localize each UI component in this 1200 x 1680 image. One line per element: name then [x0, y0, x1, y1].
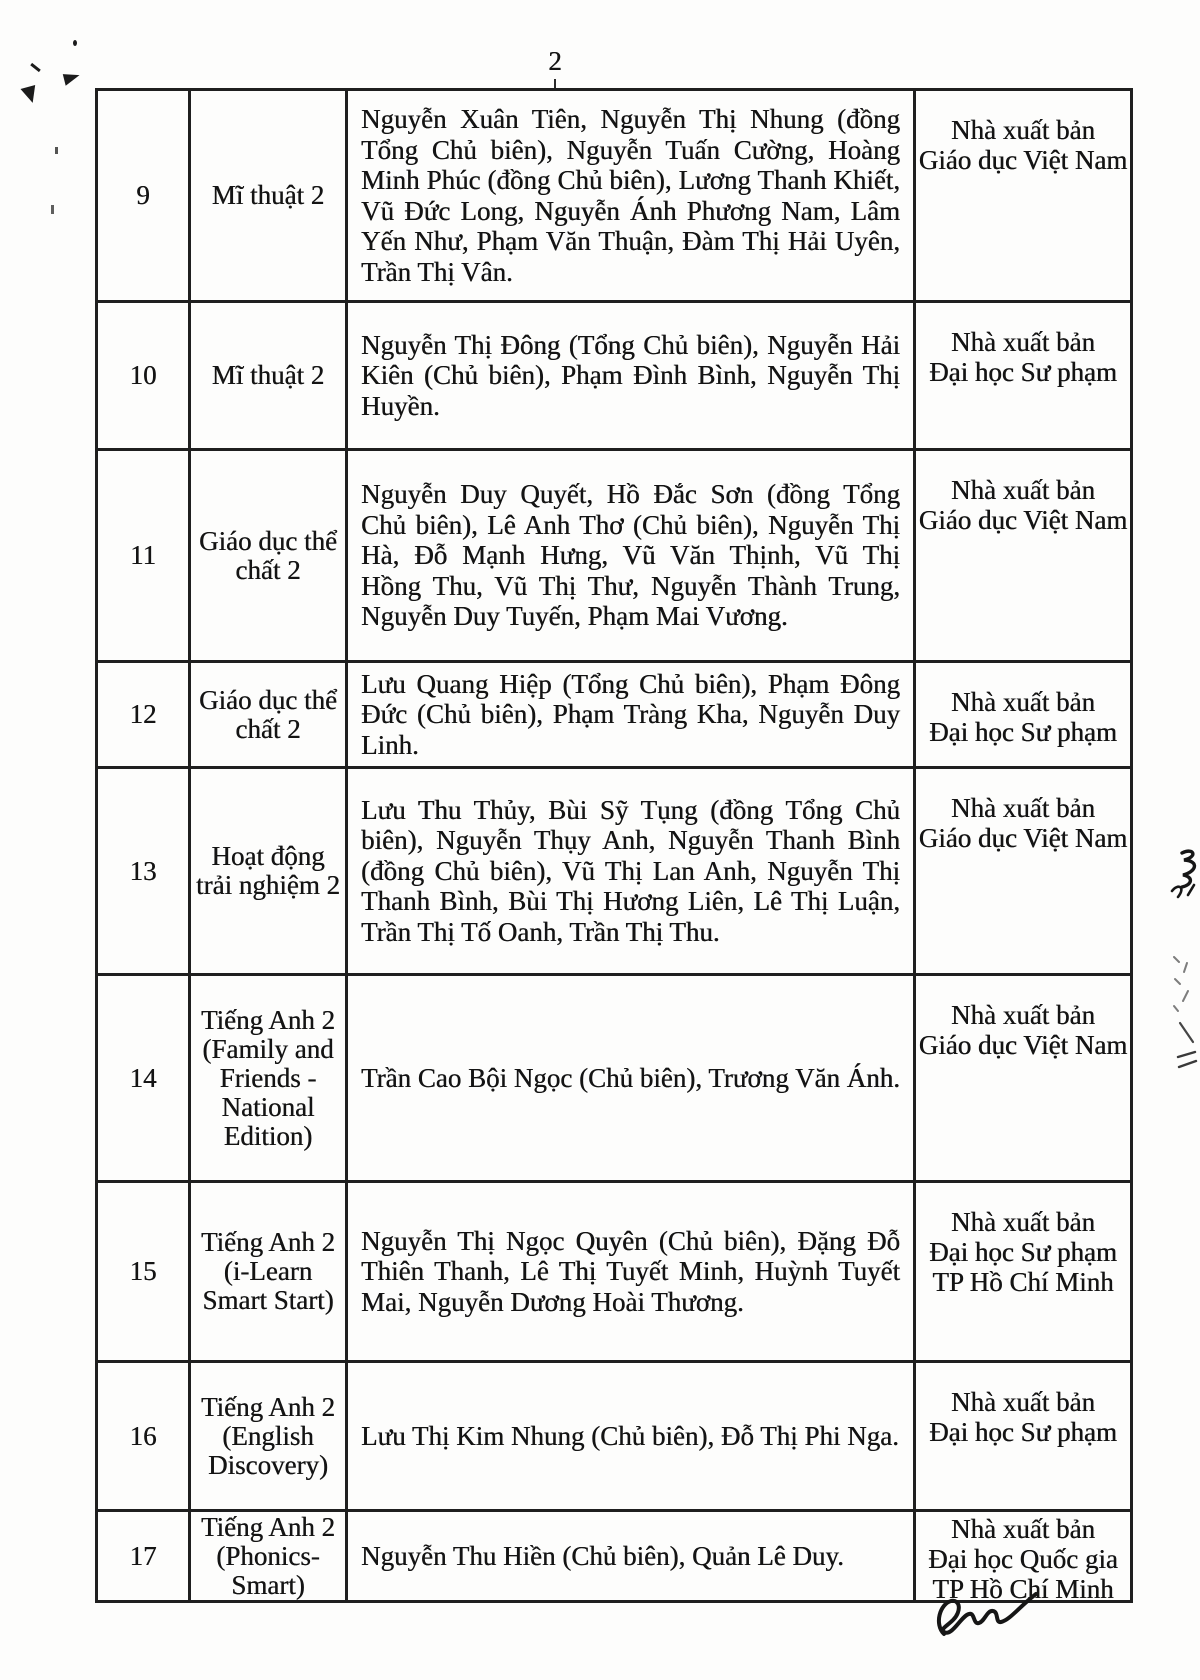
- subject-cell: [188, 91, 345, 300]
- publisher-cell: [913, 451, 1130, 660]
- row-number: 15: [129, 1256, 157, 1286]
- subject-cell: [188, 1363, 345, 1509]
- authors-cell: [345, 303, 913, 448]
- row-number-cell: [98, 1363, 188, 1509]
- ink-speck: [19, 83, 35, 103]
- subject-text: Tiếng Anh 2 (English Discovery): [200, 1391, 336, 1480]
- table-row: [98, 91, 1130, 300]
- subject-text: Tiếng Anh 2 (Family and Friends - National Edition): [200, 1004, 336, 1151]
- publisher-text: Nhà xuất bản Đại học Quốc gia TP Hồ Chí Minh: [928, 1514, 1118, 1600]
- row-number-cell: [98, 1183, 188, 1360]
- page-number: 2: [548, 46, 562, 76]
- row-number: 9: [136, 180, 150, 210]
- table-row: [98, 973, 1130, 1180]
- ink-speck: [63, 70, 81, 86]
- table-row: [98, 766, 1130, 973]
- ink-speck: [51, 205, 54, 214]
- authors-cell: [345, 769, 913, 973]
- authors-text: Trần Cao Bội Ngọc (Chủ biên), Trương Văn Ánh.: [361, 1062, 900, 1093]
- subject-cell: [188, 976, 345, 1180]
- row-number-cell: [98, 303, 188, 448]
- subject-cell: [188, 1183, 345, 1360]
- publisher-text: Nhà xuất bản Giáo dục Việt Nam: [918, 475, 1128, 535]
- subject-text: Tiếng Anh 2 (Phonics- Smart): [200, 1512, 336, 1600]
- publisher-text: Nhà xuất bản Giáo dục Việt Nam: [918, 1000, 1128, 1060]
- row-number-cell: [98, 769, 188, 973]
- publisher-text: Nhà xuất bản Đại học Sư phạm: [929, 1387, 1117, 1447]
- authors-cell: [345, 976, 913, 1180]
- subject-text: Giáo dục thể chất 2: [199, 684, 337, 744]
- row-number-cell: [98, 1512, 188, 1600]
- row-number-cell: [98, 663, 188, 766]
- margin-note-scribble-icon: [1158, 845, 1200, 1075]
- publisher-text: Nhà xuất bản Đại học Sư phạm: [929, 327, 1117, 387]
- authors-text: Nguyễn Duy Quyết, Hồ Đắc Sơn (đồng Tổng Chủ biên), Lê Anh Thơ (Chủ biên), Nguyễn Thị Hà, Đỗ Mạnh Hưng, Vũ Văn Thịnh, Vũ Thị Hồng Thu, Vũ Thị Thư, Nguyễn Thành Trung, Nguyễn Duy Tuyến, Phạm Mai Vương.: [361, 479, 900, 632]
- authors-text: Nguyễn Xuân Tiên, Nguyễn Thị Nhung (đồng Tổng Chủ biên), Nguyễn Tuấn Cường, Hoàng Minh Phúc (đồng Chủ biên), Lương Thanh Khiết, Vũ Đức Long, Nguyễn Ánh Phương Nam, Lâm Yến Như, Phạm Văn Thuận, Đàm Thị Hải Uyên, Trần Thị Vân.: [361, 104, 900, 287]
- authors-text: Lưu Thu Thủy, Bùi Sỹ Tụng (đồng Tổng Chủ biên), Nguyễn Thụy Anh, Nguyễn Thanh Bình (đồng Chủ biên), Vũ Thị Lan Anh, Nguyễn Thị Thanh Bình, Bùi Thị Hương Liên, Lê Thị Luận, Trần Thị Tố Oanh, Trần Thị Thu.: [361, 794, 900, 947]
- row-number: 13: [129, 855, 157, 886]
- row-number-cell: [98, 451, 188, 660]
- ink-speck: [73, 40, 77, 46]
- authors-text: Nguyễn Thị Ngọc Quyên (Chủ biên), Đặng Đỗ Thiên Thanh, Lê Thị Tuyết Minh, Huỳnh Tuyết Mai, Nguyễn Dương Hoài Thương.: [361, 1225, 900, 1317]
- ink-speck: [30, 63, 41, 72]
- subject-text: Hoạt động trải nghiệm 2: [196, 841, 340, 900]
- authors-cell: [345, 1363, 913, 1509]
- publisher-text: Nhà xuất bản Đại học Sư phạm TP Hồ Chí Minh: [929, 1207, 1117, 1297]
- publisher-text: Nhà xuất bản Giáo dục Việt Nam: [918, 115, 1128, 175]
- signature-icon: [930, 1588, 1045, 1646]
- table-row: [98, 448, 1130, 660]
- subject-cell: [188, 1512, 345, 1600]
- subject-text: Giáo dục thể chất 2: [199, 525, 337, 585]
- table-row: [98, 1360, 1130, 1509]
- publisher-cell: [913, 769, 1130, 973]
- row-number: 16: [129, 1420, 157, 1451]
- authors-cell: [345, 91, 913, 300]
- publisher-cell: [913, 1363, 1130, 1509]
- publisher-cell: [913, 1512, 1130, 1600]
- row-number: 11: [130, 540, 156, 570]
- authors-text: Nguyễn Thu Hiền (Chủ biên), Quản Lê Duy.: [361, 1540, 844, 1571]
- table-row: [98, 300, 1130, 448]
- authors-text: Nguyễn Thị Đông (Tổng Chủ biên), Nguyễn Hải Kiên (Chủ biên), Phạm Đình Bình, Nguyễn Thị Huyền.: [361, 329, 900, 421]
- authors-text: Lưu Thị Kim Nhung (Chủ biên), Đỗ Thị Phi Nga.: [361, 1420, 899, 1451]
- publisher-cell: [913, 976, 1130, 1180]
- publisher-cell: [913, 303, 1130, 448]
- row-number-cell: [98, 976, 188, 1180]
- subject-cell: [188, 451, 345, 660]
- publisher-text: Nhà xuất bản Đại học Sư phạm: [929, 687, 1117, 747]
- subject-cell: [188, 769, 345, 973]
- subject-cell: [188, 303, 345, 448]
- authors-cell: [345, 663, 913, 766]
- row-number: 17: [129, 1540, 157, 1571]
- authors-cell: [345, 1183, 913, 1360]
- row-number: 14: [129, 1062, 157, 1093]
- table-row: [98, 1180, 1130, 1360]
- publisher-text: Nhà xuất bản Giáo dục Việt Nam: [918, 793, 1128, 853]
- subject-text: Mĩ thuật 2: [211, 360, 325, 390]
- table-row: [98, 660, 1130, 766]
- authors-text: Lưu Quang Hiệp (Tổng Chủ biên), Phạm Đông Đức (Chủ biên), Phạm Tràng Kha, Nguyễn Duy Linh.: [361, 668, 900, 760]
- publisher-cell: [913, 1183, 1130, 1360]
- subject-cell: [188, 663, 345, 766]
- subject-text: Tiếng Anh 2 (i-Learn Smart Start): [200, 1227, 336, 1315]
- document-table: [95, 88, 1133, 1603]
- row-number-cell: [98, 91, 188, 300]
- authors-cell: [345, 451, 913, 660]
- ink-speck: [55, 147, 58, 154]
- subject-text: Mĩ thuật 2: [211, 180, 325, 210]
- authors-cell: [345, 1512, 913, 1600]
- row-number: 12: [129, 699, 157, 729]
- publisher-cell: [913, 91, 1130, 300]
- table-row: [98, 1509, 1130, 1600]
- row-number: 10: [129, 360, 157, 390]
- publisher-cell: [913, 663, 1130, 766]
